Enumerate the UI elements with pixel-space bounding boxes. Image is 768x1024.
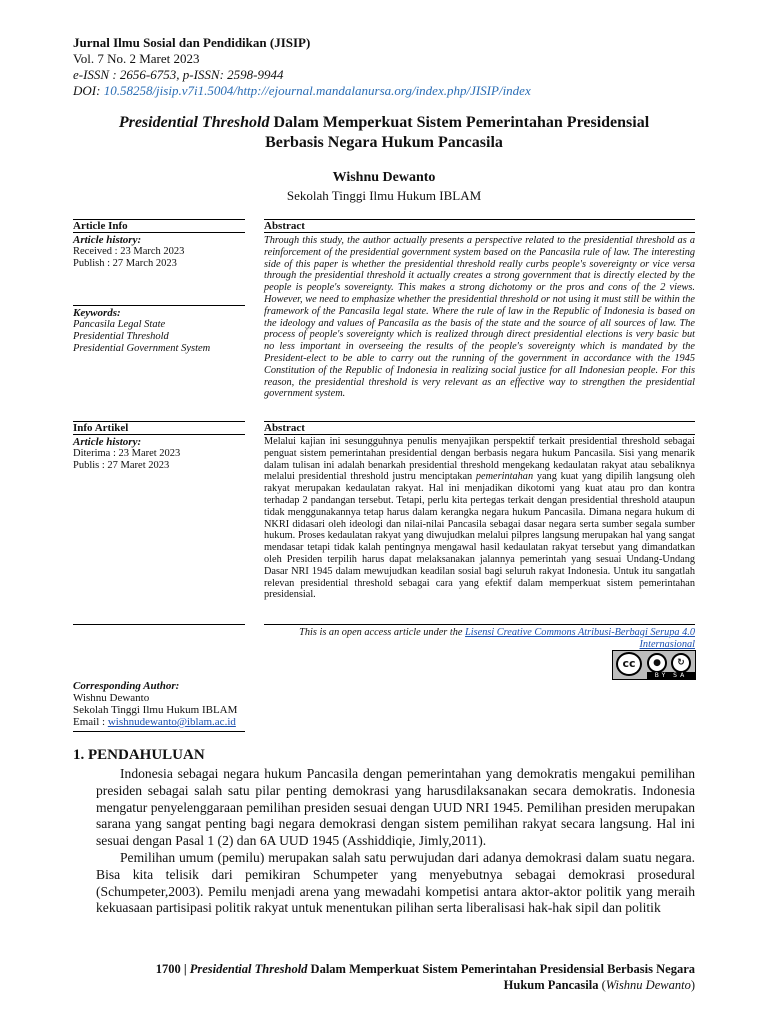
title-rest: Dalam Memperkuat Sistem Pemerintahan Presidensial [269,114,650,131]
doi-line [73,83,531,99]
title-line2: Berbasis Negara Hukum Pancasila [265,134,503,151]
publis-date: Publis : 27 Maret 2023 [73,460,170,471]
by-label: BY [654,672,669,679]
footer-title-line2: Hukum Pancasila [503,978,599,992]
volume: Vol. 7 No. 2 Maret 2023 [73,51,200,66]
sharealike-icon: ↻ [671,653,691,673]
abstract-indonesian-text [264,436,695,601]
doi-label: DOI: [73,83,104,98]
title-italic: Presidential Threshold [118,114,270,131]
license-prefix: This is an open access article under the [299,627,466,638]
footer-title: Dalam Memperkuat Sistem Pemerintahan Presidensial Berbasis Negara [307,962,695,976]
email-link[interactable]: wishnudewanto@iblam.ac.id [107,716,236,728]
author-affiliation: Sekolah Tinggi Ilmu Hukum IBLAM [286,188,482,203]
corresponding-author [73,680,237,728]
divider [73,624,245,625]
license-note [264,627,695,651]
journal-header [73,35,531,99]
divider [264,624,695,625]
corresponding-label: Corresponding Author: [73,680,180,692]
abstract-id-part1: Melalui kajian ini sesungguhnya penulis menyajikan perspektif terkait presidential threshold sebagai penguat sistem pemerintahan presidential dengan berbasis negara hukum Pancasila. Sisi yang menarik dalam tulisan ini adalah benarkah presidential threshold mengekang kedaulatan rakyat atau sebaliknya melalui presidential threshold justru menciptakan [264,436,695,483]
history-label: Article history: [73,234,142,246]
publish-date: Publish : 27 March 2023 [73,258,177,269]
abstract-id-emphasis: pemerintahan [475,471,534,483]
divider [264,434,695,435]
footer-italic: Presidential Threshold [189,962,308,976]
corresponding-name: Wishnu Dewanto [73,692,150,704]
keywords-block [73,307,210,355]
divider [73,434,245,435]
divider [264,219,695,220]
paragraph: Indonesia sebagai negara hukum Pancasila dengan pemerintahan yang demokratis mengakui pemilihan presiden sebagai salah satu pilar penting demokrasi yang harusdilaksanakan secara demokratis. Indonesia mengatur penyelenggaraan pemilihan presiden sesuai dengan UUD NRI 1945. Pemilihan presiden merupakan sarana yang sangat penting bagi negara demokrasi dengan sistem pemilihan rakyat secara langsung. Hal ini sesuai dengan Pasal 1 (2) dan 6A UUD 1945 (Asshiddiqie, Jimly,2011). [96,766,695,849]
doi-link[interactable]: 10.58258/jisip.v7i1.5004/http://ejournal.mandalanursa.org/index.php/JISIP/index [103,83,531,98]
page-number: 1700 | [155,962,190,976]
article-history [73,234,184,270]
footer-author: Wishnu Dewanto [605,978,691,992]
section-heading: 1. PENDAHULUAN [73,747,205,763]
body-text [96,766,695,917]
artikel-history [73,436,180,472]
diterima-date: Diterima : 23 Maret 2023 [73,448,181,459]
article-info-heading: Article Info [73,220,128,232]
divider [264,421,695,422]
page-footer: 1700 | Presidential Threshold Dalam Memperkuat Sistem Pemerintahan Presidensial Berbasis Negara Hukum Pancasila (Wishnu Dewanto) [155,962,695,992]
license-link[interactable]: Lisensi Creative Commons Atribusi-Berbagi Serupa 4.0 Internasional [465,627,695,650]
received-date: Received : 23 March 2023 [73,246,185,257]
paragraph: Pemilihan umum (pemilu) merupakan salah satu perwujudan dari adanya demokrasi dalam suatu negara. Bisa kita telisik dari pemikiran Schumpeter yang menyebutnya sebagai demokrasi prosedural (Schumpeter,2003). Pemilu menjadi arena yang mewadahi kompetisi antara aktor-aktor politik yang meraih kekuasaan partisipasi politik rakyat untuk menentukan pilihan serta liberalisasi hak-hak sipil dan politik [96,849,695,916]
corresponding-affiliation: Sekolah Tinggi Ilmu Hukum IBLAM [73,704,238,716]
issn: e-ISSN : 2656-6753, p-ISSN: 2598-9944 [73,67,284,82]
keyword-item: Pancasila Legal State [73,319,166,330]
abstract-heading: Abstract [264,220,305,232]
paper-title [73,113,695,153]
info-artikel-heading: Info Artikel [73,422,129,434]
cc-by-sa-badge[interactable] [612,650,696,680]
sa-label: SA [673,672,688,679]
abstract-id-part2: yang kuat yang dipilih langsung oleh rakyat merupakan kedaulatan rakyat. Hal ini menjadikan dikotomi yang kuat atau pro dan kontra terhadap 2 pandangan tersebut. Tetapi, perlu kita pertegas terkait dengan presidential threshold ataupun tidak menggunakannya tetap harus dalam kerangka negara hukum Pancasila. Dimana negara hukum di NKRI didasari oleh ideologi dan nilai-nilai Pancasila sebagai dasar negara serta sumber segala sumber hukum. Proses kedaulatan rakyat yang diwujudkan melalui pilpres langsung merupakan hal yang sangat mendasar tetapi tidak kalah pentingnya mengawal hasil kedaulatan rakyat tersebut yang dimandatkan oleh Presiden terpilih harus dapat melaksanakan jalannya pemerintah yang sesuai Undang-Undang Dasar NRI 1945 dalam mewujudkan keadilan sosial bagi seluruh rakyat Indonesia. Untuk itu sangatlah relevan presidential threshold sebagai cara yang efektif dalam memperkuat sistem pemerintahan presidensial. [264,471,695,601]
keywords-label: Keywords: [73,307,121,319]
cc-icon: cc [616,652,642,676]
divider [264,232,695,233]
divider [73,232,245,233]
license-strip [647,672,695,679]
author-name: Wishnu Dewanto [332,170,436,185]
history-label: Article history: [73,436,142,448]
by-attribution-icon: ● [647,653,667,673]
keyword-item: Presidential Threshold [73,331,169,342]
divider [73,731,245,732]
journal-name: Jurnal Ilmu Sosial dan Pendidikan (JISIP) [73,35,311,50]
abstrak-heading: Abstract [264,422,305,434]
keyword-item: Presidential Government System [73,343,211,354]
abstract-english-text: Through this study, the author actually presents a perspective related to the presidential threshold as a reinforcement of the presidential government system based on the Pancasila rule of law. The interesting side of this paper is whether the presidential threshold really curbs people's sovereignty or vice versa through the presidential threshold it actually creates a strong government that is directly elected by the people is people's sovereignty. This makes a strong dichotomy or the pros and cons of the 2 views. However, we need to emphasize whether the presidential threshold or not using it must still be within the framework of the Pancasila legal state. Where the rule of law in the Republic of Indonesia is based on the ideology and values of Pancasila as the basis of the state and the source of all sources of law. The process of people's sovereignty which is realized through direct presidential elections is very basic but no less important in overseeing the results of the people's sovereignty which is mandated by the President-elect to be able to carry out the running of the government in accordance with the 1945 Constitution of the Republic of Indonesia in realizing social justice for all Indonesian people. For this reason, the presidential threshold is very relevant as an effective way to strengthen the presidential government system. [264,235,695,400]
email-label: Email : [73,716,108,728]
divider [73,305,245,306]
